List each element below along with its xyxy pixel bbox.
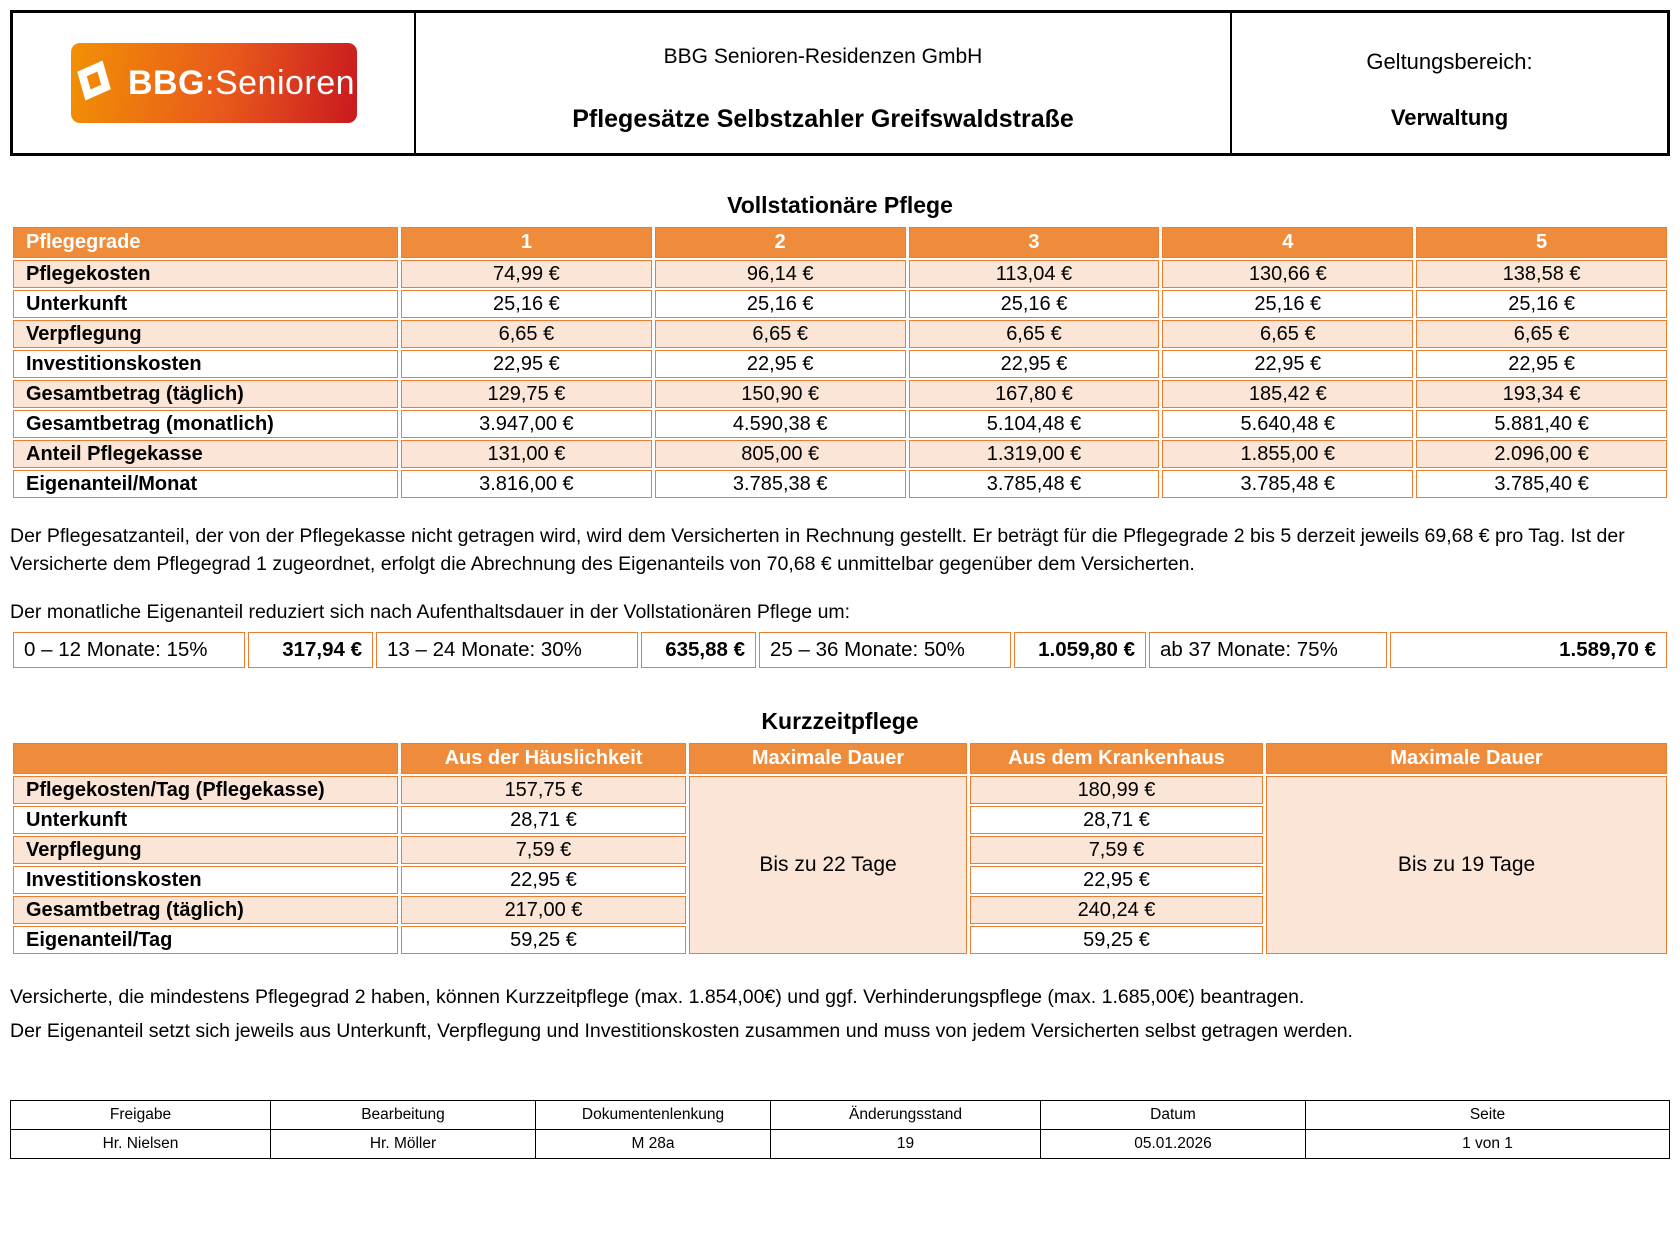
table-row xyxy=(13,350,1667,378)
cell: 22,95 € xyxy=(1162,350,1413,378)
row-label: Gesamtbetrag (täglich) xyxy=(13,896,398,924)
cell: 74,99 € xyxy=(401,260,652,288)
cell: 25,16 € xyxy=(655,290,906,318)
table1-header-row xyxy=(13,227,1667,258)
table2-header-row xyxy=(13,743,1667,774)
cell: 28,71 € xyxy=(401,806,686,834)
row-label: Eigenanteil/Tag xyxy=(13,926,398,954)
cell: 22,95 € xyxy=(1416,350,1667,378)
cell: 6,65 € xyxy=(1416,320,1667,348)
row-label: Unterkunft xyxy=(13,806,398,834)
reduction-value: 317,94 € xyxy=(248,632,373,668)
footer-value-bearbeitung: Hr. Möller xyxy=(271,1130,536,1159)
notes-kurzzeitpflege xyxy=(10,982,1670,1046)
footer-value-datum: 05.01.2026 xyxy=(1041,1130,1306,1159)
table2-header-empty xyxy=(13,743,398,774)
footer-value-dokumentenlenkung: M 28a xyxy=(536,1130,771,1159)
footer-header-seite: Seite xyxy=(1306,1101,1670,1130)
cell: 5.640,48 € xyxy=(1162,410,1413,438)
reduction-value: 635,88 € xyxy=(641,632,756,668)
cell: 59,25 € xyxy=(970,926,1263,954)
cell: 6,65 € xyxy=(1162,320,1413,348)
row-label: Verpflegung xyxy=(13,320,398,348)
cell: 25,16 € xyxy=(401,290,652,318)
reduction-table xyxy=(10,632,1670,668)
footer-header-bearbeitung: Bearbeitung xyxy=(271,1101,536,1130)
cell: 22,95 € xyxy=(655,350,906,378)
cell: 96,14 € xyxy=(655,260,906,288)
cell: 22,95 € xyxy=(970,866,1263,894)
cell: 129,75 € xyxy=(401,380,652,408)
table-row xyxy=(13,380,1667,408)
reduction-value: 1.589,70 € xyxy=(1390,632,1667,668)
reduction-label: 13 – 24 Monate: 30% xyxy=(376,632,638,668)
cell: 3.785,48 € xyxy=(909,470,1160,498)
cell: 25,16 € xyxy=(909,290,1160,318)
logo-text-rest: :Senioren xyxy=(205,63,356,102)
footer-header-dokumentenlenkung: Dokumentenlenkung xyxy=(536,1101,771,1130)
cell: 7,59 € xyxy=(970,836,1263,864)
cell: 6,65 € xyxy=(909,320,1160,348)
note-kurzzeitpflege-line2: Der Eigenanteil setzt sich jeweils aus Unterkunft, Verpflegung und Investitionskosten zusammen und muss von jedem Versicherten selbst getragen werden. xyxy=(10,1020,1353,1042)
cell: 130,66 € xyxy=(1162,260,1413,288)
table-row xyxy=(13,260,1667,288)
logo-text xyxy=(128,64,355,103)
cell: 1.319,00 € xyxy=(909,440,1160,468)
cell: 3.816,00 € xyxy=(401,470,652,498)
table2-header-maxduration2: Maximale Dauer xyxy=(1266,743,1667,774)
row-label: Investitionskosten xyxy=(13,866,398,894)
cell: 113,04 € xyxy=(909,260,1160,288)
table1-header-grade1: 1 xyxy=(401,227,652,258)
footer-value-aenderungsstand: 19 xyxy=(771,1130,1041,1159)
table1-header-pflegegrade: Pflegegrade xyxy=(13,227,398,258)
cell: 28,71 € xyxy=(970,806,1263,834)
cell: 240,24 € xyxy=(970,896,1263,924)
scope-cell xyxy=(1230,13,1667,153)
kurzzeitpflege-table xyxy=(10,741,1670,956)
table-row xyxy=(13,776,1667,804)
row-label: Verpflegung xyxy=(13,836,398,864)
reduction-label: 25 – 36 Monate: 50% xyxy=(759,632,1011,668)
cell: 167,80 € xyxy=(909,380,1160,408)
cell: 6,65 € xyxy=(401,320,652,348)
footer-header-datum: Datum xyxy=(1041,1101,1306,1130)
table1-header-grade5: 5 xyxy=(1416,227,1667,258)
reduction-row xyxy=(13,632,1667,668)
footer-value-seite: 1 von 1 xyxy=(1306,1130,1670,1159)
table-row xyxy=(13,470,1667,498)
cell: 5.104,48 € xyxy=(909,410,1160,438)
table-row xyxy=(13,320,1667,348)
cell: 59,25 € xyxy=(401,926,686,954)
cell: 157,75 € xyxy=(401,776,686,804)
table1-header-grade4: 4 xyxy=(1162,227,1413,258)
document-page xyxy=(10,0,1670,1159)
row-label: Pflegekosten xyxy=(13,260,398,288)
cell: 22,95 € xyxy=(909,350,1160,378)
table-row xyxy=(13,440,1667,468)
cell: 138,58 € xyxy=(1416,260,1667,288)
cell: 217,00 € xyxy=(401,896,686,924)
table1-title: Vollstationäre Pflege xyxy=(727,192,953,218)
row-label: Investitionskosten xyxy=(13,350,398,378)
logo-text-bold: BBG xyxy=(127,63,205,102)
company-name: BBG Senioren-Residenzen GmbH xyxy=(663,45,983,68)
scope-label: Geltungsbereich: xyxy=(1366,49,1533,74)
max-duration-hospital-cell: Bis zu 19 Tage xyxy=(1266,776,1667,954)
footer-value-row xyxy=(11,1130,1670,1159)
cell: 3.947,00 € xyxy=(401,410,652,438)
cell: 5.881,40 € xyxy=(1416,410,1667,438)
bbg-logo xyxy=(71,43,357,123)
footer-header-row xyxy=(11,1101,1670,1130)
cell: 3.785,38 € xyxy=(655,470,906,498)
note-reduction-intro: Der monatliche Eigenanteil reduziert sich nach Aufenthaltsdauer in der Vollstationären Pflege um: xyxy=(10,601,851,623)
note-pflegesatzanteil: Der Pflegesatzanteil, der von der Pflegekasse nicht getragen wird, wird dem Versicherten in Rechnung gestellt. Er beträgt für die Pflegegrade 2 bis 5 derzeit jeweils 69,68 € pro Tag. Ist der Versicherte dem Pflegegrad 1 zugeordnet, erfolgt die Abrechnung des Eigenanteils von 70,68 € unmittelbar gegenüber dem Versicherten. xyxy=(10,525,1625,575)
document-header xyxy=(10,10,1670,156)
row-label: Gesamtbetrag (täglich) xyxy=(13,380,398,408)
footer-value-freigabe: Hr. Nielsen xyxy=(11,1130,271,1159)
document-title: Pflegesätze Selbstzahler Greifswaldstraße xyxy=(572,105,1074,133)
cell: 805,00 € xyxy=(655,440,906,468)
cell: 150,90 € xyxy=(655,380,906,408)
note-kurzzeitpflege-line1: Versicherte, die mindestens Pflegegrad 2 haben, können Kurzzeitpflege (max. 1.854,00€) und ggf. Verhinderungspflege (max. 1.685,00€) beantragen. xyxy=(10,986,1305,1008)
cell: 4.590,38 € xyxy=(655,410,906,438)
cell: 185,42 € xyxy=(1162,380,1413,408)
row-label: Eigenanteil/Monat xyxy=(13,470,398,498)
table1-header-grade3: 3 xyxy=(909,227,1160,258)
cell: 180,99 € xyxy=(970,776,1263,804)
cell: 22,95 € xyxy=(401,866,686,894)
table2-title: Kurzzeitpflege xyxy=(761,708,919,734)
reduction-value: 1.059,80 € xyxy=(1014,632,1146,668)
table-row xyxy=(13,290,1667,318)
cell: 25,16 € xyxy=(1416,290,1667,318)
cell: 22,95 € xyxy=(401,350,652,378)
table2-header-maxduration1: Maximale Dauer xyxy=(689,743,967,774)
cell: 3.785,48 € xyxy=(1162,470,1413,498)
cell: 25,16 € xyxy=(1162,290,1413,318)
cell: 3.785,40 € xyxy=(1416,470,1667,498)
document-control-table xyxy=(10,1100,1670,1159)
reduction-label: ab 37 Monate: 75% xyxy=(1149,632,1387,668)
footer-header-freigabe: Freigabe xyxy=(11,1101,271,1130)
scope-value: Verwaltung xyxy=(1390,105,1509,130)
row-label: Gesamtbetrag (monatlich) xyxy=(13,410,398,438)
cell: 131,00 € xyxy=(401,440,652,468)
cell: 2.096,00 € xyxy=(1416,440,1667,468)
table2-header-hospital: Aus dem Krankenhaus xyxy=(970,743,1263,774)
title-cell xyxy=(414,13,1230,153)
row-label: Pflegekosten/Tag (Pflegekasse) xyxy=(13,776,398,804)
footer-header-aenderungsstand: Änderungsstand xyxy=(771,1101,1041,1130)
bbg-logo-icon xyxy=(72,60,114,106)
cell: 1.855,00 € xyxy=(1162,440,1413,468)
table-row xyxy=(13,410,1667,438)
reduction-label: 0 – 12 Monate: 15% xyxy=(13,632,245,668)
table2-header-home: Aus der Häuslichkeit xyxy=(401,743,686,774)
cell: 6,65 € xyxy=(655,320,906,348)
cell: 7,59 € xyxy=(401,836,686,864)
max-duration-home-cell: Bis zu 22 Tage xyxy=(689,776,967,954)
table1-header-grade2: 2 xyxy=(655,227,906,258)
row-label: Anteil Pflegekasse xyxy=(13,440,398,468)
cell: 193,34 € xyxy=(1416,380,1667,408)
row-label: Unterkunft xyxy=(13,290,398,318)
vollstationaere-pflege-table xyxy=(10,225,1670,500)
logo-cell xyxy=(13,13,414,153)
